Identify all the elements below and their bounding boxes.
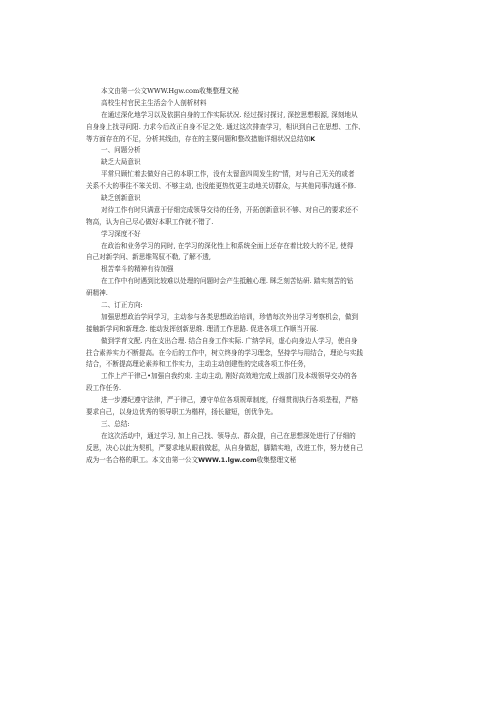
- line-text: 接触新学问和新理念. 能动发挥创新思维. 理清工作思路. 促进各项工作顺当开展.: [86, 324, 319, 333]
- document-line: [0, 288, 500, 300]
- document-line: [0, 419, 500, 431]
- line-text: 缺乏大局意识: [101, 158, 141, 167]
- document-line: [0, 217, 500, 229]
- line-text: 一、问题分析: [101, 146, 141, 155]
- line-text: 研精神.: [86, 289, 108, 298]
- document-line: [0, 241, 500, 253]
- line-text: 自身身上找寻问阳. 力求今后改正自身不足之处. 通过这次排查学习，相识到自己在思想、工作、: [86, 122, 365, 131]
- document-line: [0, 443, 500, 455]
- document-line: [0, 300, 500, 312]
- document-body: [0, 86, 500, 467]
- line-text: 成为一名合格的职工。本文由第一公文: [86, 455, 199, 464]
- document-line: [0, 336, 500, 348]
- document-line: [0, 455, 500, 467]
- document-line: [0, 312, 500, 324]
- title-text: 高校生村官民主生活会个人剖析材料: [101, 98, 207, 107]
- line-text: 二、订正方向:: [101, 301, 143, 310]
- line-text: 对待工作有时只满意于仔细完成领导交待的任务，开拓创新意识不够、对自己的要求还不: [101, 205, 359, 214]
- document-line: [0, 407, 500, 419]
- document-line: [0, 348, 500, 360]
- document-line: [0, 395, 500, 407]
- document-line: [0, 264, 500, 276]
- line-text: 等方面存在的不足，分析其线由，存在的主要问题和整改措施详细状况总结如: [86, 134, 311, 143]
- document-line: [0, 181, 500, 193]
- document-line: [0, 145, 500, 157]
- line-text: 工作上产干律己•加强自我约束. 主动主动, 刚好高效地完成上级部门及本级领导交办的各: [101, 372, 358, 381]
- line-text: 物高，认为自己尽心做好本职工作就不错了.: [86, 217, 214, 226]
- document-line: [0, 359, 500, 371]
- line-text: 在这次活动中，通过学习, 加上自己找、领导点、群众提，自己在思想深处进行了仔细的: [101, 431, 356, 440]
- document-line: [0, 371, 500, 383]
- document-line: [0, 252, 500, 264]
- line-text: 进一步遵纪遵守法律，严于律己，遵守单位各项规章制度，仔细贯彻执行各项垄程，严格: [101, 396, 359, 405]
- line-tail-suffix: 收集整理文秘: [256, 455, 297, 464]
- line-text: 结合，不断提高理论素养和工作实力，主动主动创建性的完成各项工作任务，: [86, 360, 311, 369]
- line-text: 要求自己，以身边优秀的领导职工为楷样，扬长避短，创优争先。: [86, 408, 278, 417]
- document-line: [0, 205, 500, 217]
- document-header-line: [0, 86, 500, 98]
- line-text: 做到学育文配. 内在支出合理. 结合自身工作实际. 广纳学问，虚心向身边人学习，使自身: [101, 336, 358, 345]
- line-text: 在政治和业务学习的同时, 在学习的深化性上和系统全面上还存在着比较大的不足, 使得: [101, 241, 354, 250]
- line-text: 在工作中有时遇到比较难以处理的问题时会产生抵触心理. 眯乏刻苦钻研. 踏实刻苦的钻: [101, 277, 354, 286]
- document-line: [0, 324, 500, 336]
- document-line: [0, 157, 500, 169]
- line-text: 在通过深化地学习以及依据自身的工作实际状况. 经过探讨探讨, 深挖思想根源, 深刻地从: [101, 110, 358, 119]
- line-text: 段工作任务.: [86, 384, 122, 393]
- line-text: 平常只顾忙着去做好自己的本职工作，没有太留意四周发生的"情，对与自己无关的或者: [101, 170, 355, 179]
- line-tail-text: WWW.1.lgw.com: [198, 456, 257, 464]
- line-text: 反思，决心以此为契机，严要求地从眼前做起，从自身做起，脚踏实地，改进工作，努力使自己: [86, 443, 363, 452]
- document-line: [0, 110, 500, 122]
- document-line: [0, 276, 500, 288]
- document-line: [0, 431, 500, 443]
- line-text: 自己对新学问、新思维驾驭不勒, 了解不透,: [86, 253, 211, 262]
- line-text: 关系不大的事往不笨关切、不够主动, 也没能更热忱更主动地关切群众，与其他同事沟通不修.: [86, 182, 357, 191]
- document-line: [0, 229, 500, 241]
- line-text: 加强思想政治学问学习，主动参与各类思想政治培训，珍惜每次外出学习考察机会，做到: [101, 312, 359, 321]
- line-text: 学习深度不好: [101, 229, 141, 238]
- document-line: [0, 169, 500, 181]
- line-tail-text: K: [310, 135, 316, 143]
- document-line: [0, 134, 500, 146]
- line-text: 三、总结:: [101, 419, 130, 428]
- document-line: [0, 193, 500, 205]
- document-title: [0, 98, 500, 110]
- document-line: [0, 383, 500, 395]
- line-text: 根苦奉斗的精神有待加强: [101, 265, 174, 274]
- line-text: 拄合素养实力不断提高。在今后的工作中，树立终身的学习理念，坚持学与用结合，理论与实践: [86, 348, 363, 357]
- document-line: [0, 122, 500, 134]
- header-text: 本文由第一公文WWW.Hgw.com收集整理文秘: [101, 87, 239, 95]
- line-text: 缺乏创新意识: [101, 194, 141, 203]
